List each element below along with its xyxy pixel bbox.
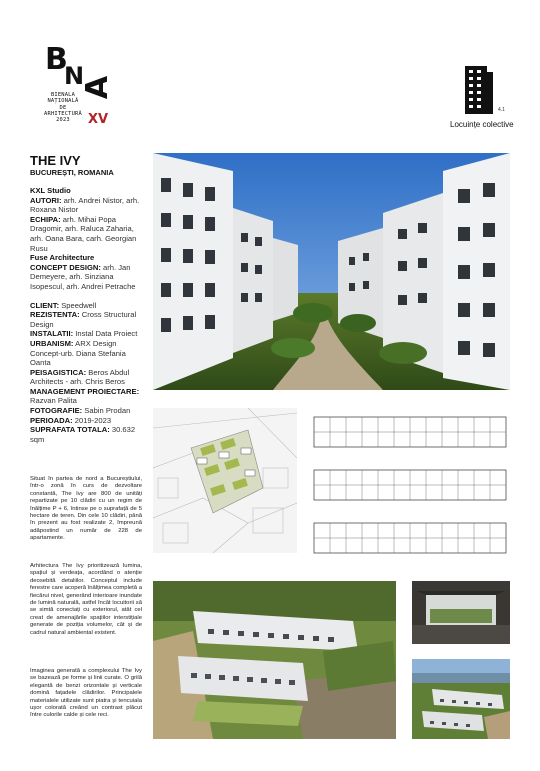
credit-value: Instal Data Proiect: [75, 329, 138, 339]
logo-subtitle-line: 2023: [56, 117, 70, 124]
credit-label: AUTORI:: [30, 195, 62, 205]
credit-peisagistica: [30, 368, 142, 387]
credit-perioada: [30, 416, 142, 426]
logo-subtitle-line: ARHITECTURĂ: [44, 110, 82, 117]
section-label: Locuințe colective: [450, 120, 514, 129]
logo-letter-b: B: [45, 42, 68, 77]
bna-logo: [40, 42, 125, 142]
logo-letter-a: A: [80, 75, 116, 100]
credit-value: Speedwell: [61, 300, 97, 310]
studio-name: KXL Studio: [30, 186, 71, 195]
credit-value: Beros Abdul Architects - arh. Chris Beros: [30, 367, 130, 387]
credit-label: CLIENT:: [30, 300, 60, 310]
credit-label: FOTOGRAFIE:: [30, 406, 83, 416]
building-icon: [465, 66, 493, 114]
credit-value: Sabin Prodan: [84, 406, 131, 416]
credits-block: [30, 186, 142, 444]
credit-value: arh. Mihai Popa Dragomir, arh. Raluca Zaharia, arh. Oana Bara, carh. Georgian Rusu: [30, 214, 137, 253]
credit-label: PEISAGISTICA:: [30, 367, 87, 377]
credit-value: arh. Andrei Nistor, arh. Roxana Nistor: [30, 195, 140, 215]
credit-label: CONCEPT DESIGN:: [30, 262, 101, 272]
credit-label: INSTALATII:: [30, 329, 74, 339]
interior-photo: [412, 581, 510, 644]
credit-label: MANAGEMENT PROIECTARE:: [30, 386, 140, 396]
credit-rezistenta: [30, 310, 142, 329]
site-plan: [153, 408, 297, 553]
credit-label: URBANISM:: [30, 338, 74, 348]
credit-client: [30, 301, 142, 311]
logo-letter-n: N: [64, 62, 85, 90]
section-number: 4.1: [498, 107, 505, 113]
credit-autori: [30, 196, 142, 215]
description-paragraph-1: Situat în partea de nord a Bucureștiului, într-o zonă în curs de dezvoltare constantă, The Ivy are 800 de unități repartizate pe 10 clădiri cu un regim de înălțime P + 6, întinse pe o suprafață de 5 hectare de teren. Din cele 10 clădiri, până în prezent au fost realizate 2, împreună adăpostind un număr de 228 de apartamente.: [30, 476, 142, 542]
credit-urbanism: [30, 339, 142, 368]
credit-value: Razvan Palita: [30, 396, 77, 406]
floor-plans: [310, 415, 510, 555]
project-title: THE IVY: [30, 153, 81, 168]
credit-label: SUPRAFATA TOTALA:: [30, 425, 110, 435]
logo-subtitle-line: BIENALA: [50, 92, 76, 98]
credit-value: 30.632 sqm: [30, 425, 136, 444]
credit-value: Cross Structural Design: [30, 310, 137, 329]
credit-echipa: [30, 215, 142, 253]
credit-concept: [30, 263, 142, 292]
credit-fotografie: [30, 406, 142, 416]
credit-label: PERIOADA:: [30, 415, 73, 425]
description-paragraph-2: Arhitectura The Ivy prioritizează lumina, spațiul și verdeața, acordând o atenție deosebită detaliilor. Conceptul include ferestre care acoperă înălțimea completă a fiecărui nivel, generând interioare inundate de lumină naturală, astfel încât locuitorii să se simtă conectați cu exteriorul, atât cel creat de amenajările spațiilor interstițiale generate de poziția volumelor, cât și de cadrul natural ambiental existent.: [30, 563, 142, 636]
credit-label: ECHIPA:: [30, 214, 61, 224]
credit-instalatii: [30, 329, 142, 339]
fuse-architecture: Fuse Architecture: [30, 253, 95, 263]
logo-subtitle-line: DE: [59, 104, 67, 111]
credit-suprafata: [30, 425, 142, 444]
credit-label: REZISTENTA:: [30, 310, 80, 320]
credit-management: [30, 387, 142, 406]
logo-subtitle: [38, 92, 88, 123]
courtyard-photo: [153, 153, 510, 390]
project-location: BUCUREȘTI, ROMANIA: [30, 168, 114, 177]
aerial-photo-2: [412, 659, 510, 739]
description-paragraph-3: Imaginea generată a complexului The Ivy se bazează pe forme și linii curate. O grilă elegantă de benzi orizontale și verticale domină fațadele clădirilor. Principalele materialele utilizate sunt piatra și tencuiala ușor colorată creând un contrast plăcut între culorile calde și cele reci.: [30, 668, 142, 719]
aerial-photo: [153, 581, 396, 739]
logo-edition: XV: [88, 112, 109, 127]
credit-value: ARX Design Concept-urb. Diana Stefania Oanta: [30, 338, 126, 368]
credit-value: 2019-2023: [74, 415, 112, 425]
logo-subtitle-line: NAȚIONALĂ: [47, 98, 79, 105]
credit-value: arh. Jan Demeyere, arh. Sinziana Isopescul, arh. Andrei Petrache: [30, 262, 136, 291]
